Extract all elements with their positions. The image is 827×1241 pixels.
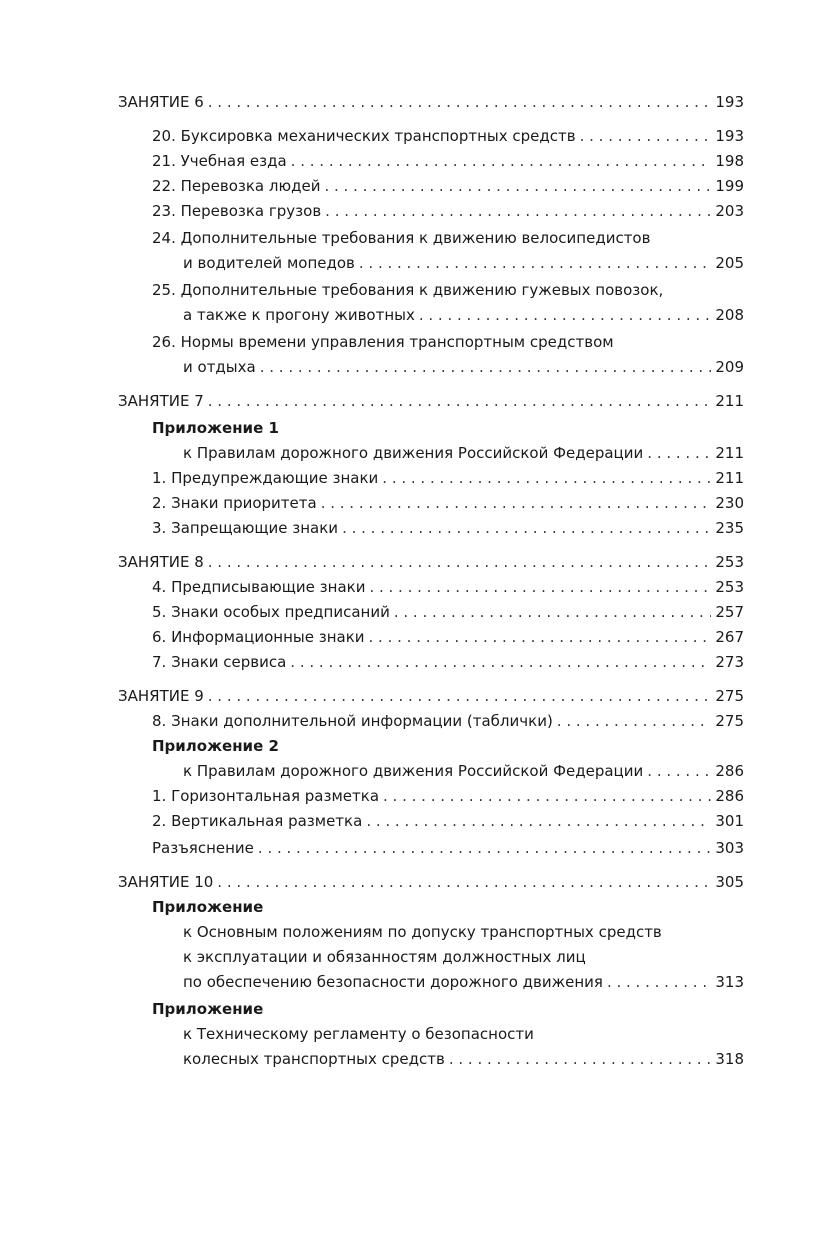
toc-appendix-heading	[118, 734, 744, 759]
toc-page-number: 257	[715, 603, 744, 621]
toc-entry-title: Приложение	[152, 1000, 264, 1018]
toc-entry-title: 8. Знаки дополнительной информации (таблички)	[152, 712, 553, 730]
toc-entry-title: 1. Предупреждающие знаки	[152, 469, 379, 487]
toc-entry	[118, 149, 744, 174]
leader-dots	[383, 784, 711, 809]
toc-page-number: 235	[715, 519, 744, 537]
toc-entry	[118, 784, 744, 809]
table-of-contents	[118, 90, 744, 1072]
toc-entry	[118, 836, 744, 861]
toc-entry-title: и отдыха	[183, 358, 256, 376]
toc-entry-continuation	[118, 441, 744, 466]
toc-page-number: 305	[715, 873, 744, 891]
toc-entry	[118, 600, 744, 625]
toc-entry	[118, 174, 744, 199]
leader-dots	[394, 600, 712, 625]
leader-dots	[419, 303, 712, 328]
leader-dots	[607, 970, 711, 995]
toc-entry	[118, 491, 744, 516]
toc-page-number: 273	[715, 653, 744, 671]
toc-entry-title: Приложение	[152, 898, 264, 916]
leader-dots	[321, 491, 712, 516]
toc-entry-continuation	[118, 251, 744, 276]
leader-dots	[366, 809, 711, 834]
toc-entry	[118, 330, 744, 355]
toc-appendix-heading	[118, 895, 744, 920]
toc-entry-title: ЗАНЯТИЕ 9	[118, 687, 204, 705]
toc-entry-title: 25. Дополнительные требования к движению гужевых повозок,	[152, 281, 664, 299]
toc-entry-title: колесных транспортных средств	[183, 1050, 445, 1068]
toc-entry-continuation	[118, 1047, 744, 1072]
toc-page-number: 286	[715, 762, 744, 780]
toc-page-number: 230	[715, 494, 744, 512]
toc-page-number: 193	[715, 127, 744, 145]
toc-entry-continuation	[118, 303, 744, 328]
toc-entry-title: и водителей мопедов	[183, 254, 355, 272]
toc-page-number: 203	[715, 202, 744, 220]
toc-entry-title: 6. Информационные знаки	[152, 628, 365, 646]
toc-entry-title: к Техническому регламенту о безопасности	[183, 1025, 534, 1043]
toc-page-number: 267	[715, 628, 744, 646]
toc-entry	[118, 226, 744, 251]
toc-entry	[118, 575, 744, 600]
leader-dots	[208, 90, 712, 115]
toc-entry-title: Приложение 2	[152, 737, 279, 755]
toc-entry-title: к Правилам дорожного движения Российской Федерации	[183, 444, 644, 462]
toc-page-number: 275	[715, 687, 744, 705]
leader-dots	[260, 355, 712, 380]
toc-entry-title: к Правилам дорожного движения Российской Федерации	[183, 762, 644, 780]
toc-entry	[118, 124, 744, 149]
toc-entry-title: 1. Горизонтальная разметка	[152, 787, 380, 805]
leader-dots	[382, 466, 711, 491]
toc-entry-title: 4. Предписывающие знаки	[152, 578, 366, 596]
toc-entry-title: 7. Знаки сервиса	[152, 653, 287, 671]
toc-page-number: 301	[715, 812, 744, 830]
toc-appendix-heading	[118, 416, 744, 441]
toc-entry	[118, 709, 744, 734]
toc-entry-title: 5. Знаки особых предписаний	[152, 603, 390, 621]
toc-entry-title: 24. Дополнительные требования к движению велосипедистов	[152, 229, 651, 247]
leader-dots	[369, 625, 712, 650]
leader-dots	[208, 389, 712, 414]
toc-page-number: 313	[715, 973, 744, 991]
toc-entry-title: ЗАНЯТИЕ 6	[118, 93, 204, 111]
toc-entry-title: 3. Запрещающие знаки	[152, 519, 339, 537]
leader-dots	[258, 836, 711, 861]
toc-entry-title: 2. Вертикальная разметка	[152, 812, 363, 830]
toc-page-number: 211	[715, 469, 744, 487]
toc-page-number: 211	[715, 392, 744, 410]
toc-entry-continuation	[118, 759, 744, 784]
toc-page-number: 211	[715, 444, 744, 462]
leader-dots	[647, 441, 711, 466]
leader-dots	[217, 870, 711, 895]
toc-entry-title: 26. Нормы времени управления транспортным средством	[152, 333, 614, 351]
toc-entry-title: 22. Перевозка людей	[152, 177, 321, 195]
toc-entry-title: а также к прогону животных	[183, 306, 415, 324]
toc-page-number: 199	[715, 177, 744, 195]
leader-dots	[208, 684, 712, 709]
toc-appendix-heading	[118, 997, 744, 1022]
toc-section-heading	[118, 870, 744, 895]
toc-page-number: 303	[715, 839, 744, 857]
toc-page-number: 286	[715, 787, 744, 805]
toc-page-number: 193	[715, 93, 744, 111]
toc-entry	[118, 809, 744, 834]
toc-section-heading	[118, 684, 744, 709]
leader-dots	[449, 1047, 712, 1072]
toc-entry	[118, 625, 744, 650]
toc-entry-title: 23. Перевозка грузов	[152, 202, 322, 220]
toc-entry-title: 2. Знаки приоритета	[152, 494, 317, 512]
leader-dots	[647, 759, 711, 784]
leader-dots	[325, 199, 711, 224]
toc-entry	[118, 278, 744, 303]
toc-entry-continuation	[118, 970, 744, 995]
toc-entry-continuation	[118, 945, 744, 970]
toc-entry	[118, 466, 744, 491]
toc-page-number: 209	[715, 358, 744, 376]
toc-entry	[118, 199, 744, 224]
leader-dots	[342, 516, 711, 541]
toc-page-number: 253	[715, 578, 744, 596]
toc-entry-title: по обеспечению безопасности дорожного движения	[183, 973, 603, 991]
leader-dots	[369, 575, 711, 600]
toc-entry-continuation	[118, 355, 744, 380]
toc-entry-continuation	[118, 920, 744, 945]
toc-entry-title: Приложение 1	[152, 419, 279, 437]
leader-dots	[580, 124, 712, 149]
leader-dots	[359, 251, 711, 276]
toc-entry-title: ЗАНЯТИЕ 8	[118, 553, 204, 571]
toc-entry-title: к эксплуатации и обязанностям должностных лиц	[183, 948, 586, 966]
toc-entry-title: 20. Буксировка механических транспортных средств	[152, 127, 576, 145]
toc-section-heading	[118, 550, 744, 575]
leader-dots	[291, 149, 712, 174]
toc-page-number: 318	[715, 1050, 744, 1068]
toc-entry	[118, 650, 744, 675]
toc-page-number: 208	[715, 306, 744, 324]
toc-entry-title: ЗАНЯТИЕ 7	[118, 392, 204, 410]
toc-page-number: 253	[715, 553, 744, 571]
toc-entry-title: ЗАНЯТИЕ 10	[118, 873, 214, 891]
toc-entry-title: к Основным положениям по допуску транспортных средств	[183, 923, 662, 941]
toc-page-number: 205	[715, 254, 744, 272]
toc-entry-title: Разъяснение	[152, 839, 254, 857]
toc-section-heading	[118, 389, 744, 414]
leader-dots	[208, 550, 712, 575]
toc-entry-title: 21. Учебная езда	[152, 152, 287, 170]
toc-entry	[118, 516, 744, 541]
leader-dots	[324, 174, 711, 199]
leader-dots	[557, 709, 712, 734]
leader-dots	[290, 650, 711, 675]
toc-page-number: 198	[715, 152, 744, 170]
toc-section-heading	[118, 90, 744, 115]
toc-page-number: 275	[715, 712, 744, 730]
toc-entry-continuation	[118, 1022, 744, 1047]
